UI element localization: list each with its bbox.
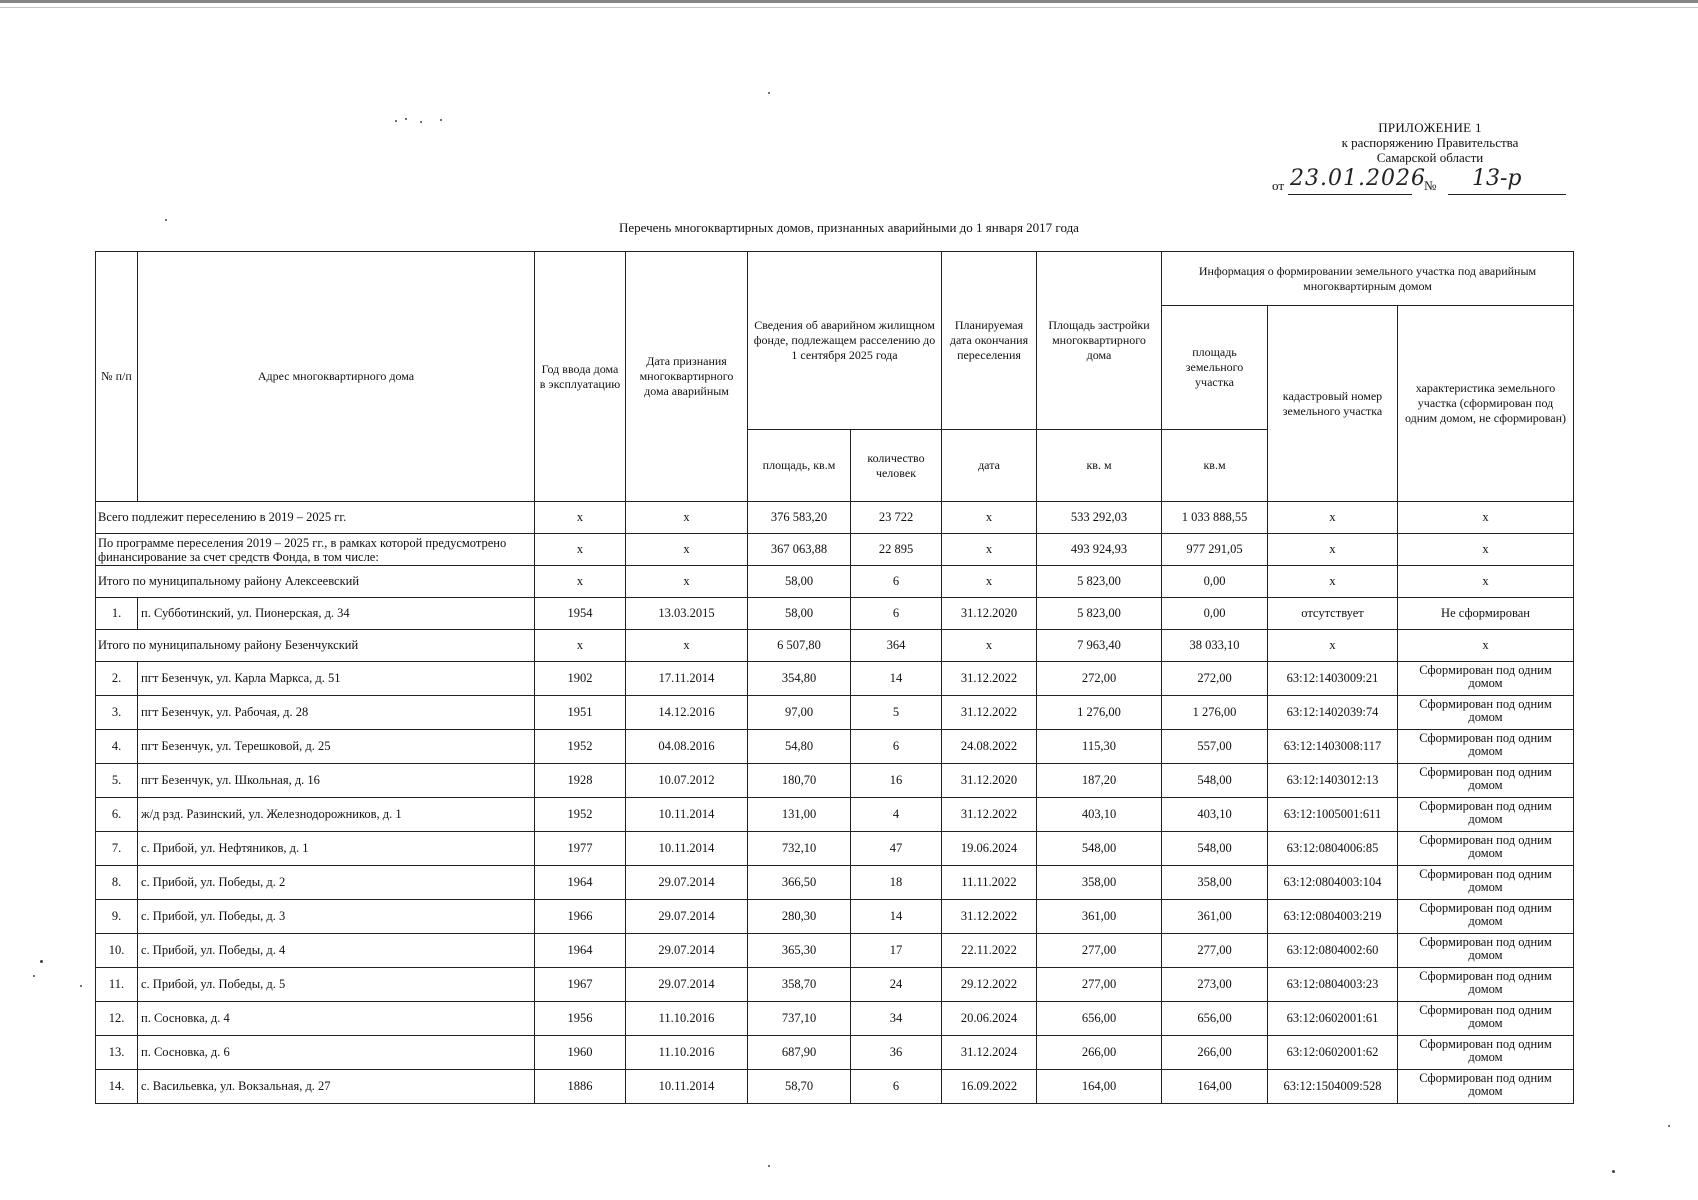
- cell-recognition-date: 10.11.2014: [626, 798, 748, 832]
- cell-planned-end: 31.12.2022: [942, 662, 1037, 696]
- cell-year: 1956: [535, 1002, 626, 1036]
- cell-land-char: Сформирован под одним домом: [1398, 968, 1574, 1002]
- cell-recognition-date: 29.07.2014: [626, 900, 748, 934]
- cell-num: 14.: [96, 1070, 138, 1104]
- summary-label: Итого по муниципальному району Алексеевский: [96, 566, 535, 598]
- cell-recognition-date: x: [626, 502, 748, 534]
- cell-year: 1902: [535, 662, 626, 696]
- cell-land-char: x: [1398, 566, 1574, 598]
- cell-year: 1964: [535, 934, 626, 968]
- cell-area: 280,30: [748, 900, 851, 934]
- cell-year: 1977: [535, 832, 626, 866]
- cell-year: 1960: [535, 1036, 626, 1070]
- cell-area: 58,00: [748, 598, 851, 630]
- cell-year: 1952: [535, 730, 626, 764]
- handwritten-date: 23.01.2026: [1290, 166, 1426, 191]
- cell-land-char: Сформирован под одним домом: [1398, 662, 1574, 696]
- header-kv-m: кв. м: [1037, 430, 1162, 502]
- cell-building-area: 187,20: [1037, 764, 1162, 798]
- cell-address: п. Субботинский, ул. Пионерская, д. 34: [138, 598, 535, 630]
- cell-cadastral: 63:12:1403008:117: [1268, 730, 1398, 764]
- cell-land-area: 1 033 888,55: [1162, 502, 1268, 534]
- header-date: дата: [942, 430, 1037, 502]
- appendix-date-number: [1272, 166, 1568, 198]
- table-row: [96, 900, 1574, 934]
- cell-people: 5: [851, 696, 942, 730]
- cell-year: x: [535, 566, 626, 598]
- header-land-info: Информация о формировании земельного участка под аварийным многоквартирным домом: [1162, 252, 1574, 306]
- cell-num: 4.: [96, 730, 138, 764]
- cell-building-area: 403,10: [1037, 798, 1162, 832]
- cell-num: 13.: [96, 1036, 138, 1070]
- scan-edge-top: [0, 0, 1698, 3]
- cell-planned-end: x: [942, 630, 1037, 662]
- cell-recognition-date: 29.07.2014: [626, 934, 748, 968]
- header-land-char: характеристика земельного участка (сформирован под одним домом, не сформирован): [1398, 306, 1574, 502]
- cell-people: 34: [851, 1002, 942, 1036]
- cell-recognition-date: 10.11.2014: [626, 1070, 748, 1104]
- cell-cadastral: 63:12:1005001:611: [1268, 798, 1398, 832]
- cell-address: с. Прибой, ул. Победы, д. 3: [138, 900, 535, 934]
- header-kv-m-land: кв.м: [1162, 430, 1268, 502]
- cell-land-char: Сформирован под одним домом: [1398, 934, 1574, 968]
- cell-address: с. Прибой, ул. Победы, д. 5: [138, 968, 535, 1002]
- table-row: [96, 764, 1574, 798]
- document-title: Перечень многоквартирных домов, признанных аварийными до 1 января 2017 года: [619, 220, 1079, 235]
- cell-num: 8.: [96, 866, 138, 900]
- cell-address: пгт Безенчук, ул. Карла Маркса, д. 51: [138, 662, 535, 696]
- date-underline: [1288, 194, 1412, 195]
- table-row: [96, 598, 1574, 630]
- cell-land-area: 358,00: [1162, 866, 1268, 900]
- cell-land-char: Сформирован под одним домом: [1398, 764, 1574, 798]
- summary-label: Всего подлежит переселению в 2019 – 2025 гг.: [96, 502, 535, 534]
- scan-speck: [1668, 1125, 1670, 1127]
- cell-planned-end: 19.06.2024: [942, 832, 1037, 866]
- cell-land-area: 164,00: [1162, 1070, 1268, 1104]
- cell-people: 6: [851, 598, 942, 630]
- cell-land-char: Сформирован под одним домом: [1398, 1036, 1574, 1070]
- cell-land-char: x: [1398, 630, 1574, 662]
- cell-building-area: 361,00: [1037, 900, 1162, 934]
- cell-cadastral: x: [1268, 630, 1398, 662]
- cell-cadastral: x: [1268, 534, 1398, 566]
- header-recognition-date: Дата признания многоквартирного дома аварийным: [626, 252, 748, 502]
- cell-area: 131,00: [748, 798, 851, 832]
- cell-num: 7.: [96, 832, 138, 866]
- cell-address: пгт Безенчук, ул. Рабочая, д. 28: [138, 696, 535, 730]
- cell-land-area: 38 033,10: [1162, 630, 1268, 662]
- cell-area: 367 063,88: [748, 534, 851, 566]
- cell-building-area: 533 292,03: [1037, 502, 1162, 534]
- header-planned-end: Планируемая дата окончания переселения: [942, 252, 1037, 430]
- summary-row: [96, 502, 1574, 534]
- scan-speck: [40, 960, 43, 963]
- cell-people: 36: [851, 1036, 942, 1070]
- cell-recognition-date: 10.11.2014: [626, 832, 748, 866]
- header-fund-info: Сведения об аварийном жилищном фонде, подлежащем расселению до 1 сентября 2025 года: [748, 252, 942, 430]
- cell-building-area: 5 823,00: [1037, 598, 1162, 630]
- cell-cadastral: отсутствует: [1268, 598, 1398, 630]
- cell-building-area: 272,00: [1037, 662, 1162, 696]
- appendix-line-2: к распоряжению Правительства: [1341, 135, 1519, 150]
- appendix-title: ПРИЛОЖЕНИЕ 1: [1378, 120, 1482, 135]
- cell-building-area: 7 963,40: [1037, 630, 1162, 662]
- cell-recognition-date: 14.12.2016: [626, 696, 748, 730]
- cell-year: 1886: [535, 1070, 626, 1104]
- cell-address: с. Прибой, ул. Победы, д. 2: [138, 866, 535, 900]
- cell-planned-end: 24.08.2022: [942, 730, 1037, 764]
- cell-area: 6 507,80: [748, 630, 851, 662]
- cell-cadastral: 63:12:0804003:23: [1268, 968, 1398, 1002]
- cell-planned-end: 11.11.2022: [942, 866, 1037, 900]
- number-label: №: [1424, 178, 1437, 193]
- header-building-area: Площадь застройки многоквартирного дома: [1037, 252, 1162, 430]
- cell-land-char: Сформирован под одним домом: [1398, 832, 1574, 866]
- scan-speck: [33, 975, 35, 977]
- table-row: [96, 832, 1574, 866]
- cell-building-area: 277,00: [1037, 968, 1162, 1002]
- cell-land-area: 548,00: [1162, 764, 1268, 798]
- header-num: № п/п: [96, 252, 138, 502]
- cell-planned-end: 22.11.2022: [942, 934, 1037, 968]
- cell-building-area: 164,00: [1037, 1070, 1162, 1104]
- cell-land-area: 266,00: [1162, 1036, 1268, 1070]
- cell-planned-end: 31.12.2022: [942, 900, 1037, 934]
- cell-land-char: Сформирован под одним домом: [1398, 730, 1574, 764]
- scan-speck: [768, 92, 770, 94]
- cell-land-area: 656,00: [1162, 1002, 1268, 1036]
- cell-num: 10.: [96, 934, 138, 968]
- table-row: [96, 1036, 1574, 1070]
- scan-edge-line: [0, 7, 1698, 8]
- cell-year: 1952: [535, 798, 626, 832]
- cell-building-area: 493 924,93: [1037, 534, 1162, 566]
- cell-area: 54,80: [748, 730, 851, 764]
- table-row: [96, 662, 1574, 696]
- cell-area: 358,70: [748, 968, 851, 1002]
- cell-area: 732,10: [748, 832, 851, 866]
- cell-area: 376 583,20: [748, 502, 851, 534]
- cell-area: 737,10: [748, 1002, 851, 1036]
- summary-row: [96, 630, 1574, 662]
- appendix-line-3: Самарской области: [1376, 150, 1484, 165]
- cell-recognition-date: x: [626, 630, 748, 662]
- cell-land-char: Сформирован под одним домом: [1398, 866, 1574, 900]
- cell-land-area: 557,00: [1162, 730, 1268, 764]
- emergency-housing-table: [95, 251, 1574, 1104]
- cell-building-area: 277,00: [1037, 934, 1162, 968]
- cell-land-char: Не сформирован: [1398, 598, 1574, 630]
- cell-land-char: Сформирован под одним домом: [1398, 1070, 1574, 1104]
- cell-land-char: Сформирован под одним домом: [1398, 798, 1574, 832]
- cell-planned-end: x: [942, 566, 1037, 598]
- cell-people: 4: [851, 798, 942, 832]
- cell-planned-end: 29.12.2022: [942, 968, 1037, 1002]
- cell-recognition-date: 11.10.2016: [626, 1036, 748, 1070]
- handwritten-number: 13-р: [1472, 166, 1522, 191]
- cell-recognition-date: 29.07.2014: [626, 866, 748, 900]
- number-underline: [1448, 194, 1566, 195]
- header-year: Год ввода дома в эксплуатацию: [535, 252, 626, 502]
- cell-address: с. Прибой, ул. Победы, д. 4: [138, 934, 535, 968]
- scan-speck: [1612, 1170, 1615, 1173]
- cell-land-area: 548,00: [1162, 832, 1268, 866]
- cell-planned-end: 20.06.2024: [942, 1002, 1037, 1036]
- table-row: [96, 730, 1574, 764]
- cell-area: 687,90: [748, 1036, 851, 1070]
- cell-area: 180,70: [748, 764, 851, 798]
- cell-people: 47: [851, 832, 942, 866]
- scan-speck: [440, 119, 442, 121]
- cell-people: 17: [851, 934, 942, 968]
- cell-year: 1964: [535, 866, 626, 900]
- cell-planned-end: 31.12.2020: [942, 764, 1037, 798]
- cell-planned-end: 16.09.2022: [942, 1070, 1037, 1104]
- cell-land-char: Сформирован под одним домом: [1398, 696, 1574, 730]
- cell-year: x: [535, 502, 626, 534]
- summary-label: По программе переселения 2019 – 2025 гг., в рамках которой предусмотрено финансирование за счет средств Фонда, в том числе:: [96, 534, 535, 566]
- cell-recognition-date: 11.10.2016: [626, 1002, 748, 1036]
- cell-address: п. Сосновка, д. 6: [138, 1036, 535, 1070]
- header-address: Адрес многоквартирного дома: [138, 252, 535, 502]
- cell-people: 18: [851, 866, 942, 900]
- cell-cadastral: 63:12:1504009:528: [1268, 1070, 1398, 1104]
- cell-people: 22 895: [851, 534, 942, 566]
- cell-land-char: x: [1398, 502, 1574, 534]
- cell-building-area: 1 276,00: [1037, 696, 1162, 730]
- cell-people: 14: [851, 662, 942, 696]
- cell-num: 12.: [96, 1002, 138, 1036]
- cell-num: 5.: [96, 764, 138, 798]
- cell-land-char: Сформирован под одним домом: [1398, 1002, 1574, 1036]
- cell-land-area: 977 291,05: [1162, 534, 1268, 566]
- cell-people: 14: [851, 900, 942, 934]
- cell-planned-end: 31.12.2022: [942, 696, 1037, 730]
- cell-address: п. Сосновка, д. 4: [138, 1002, 535, 1036]
- cell-recognition-date: 29.07.2014: [626, 968, 748, 1002]
- scan-speck: [420, 121, 422, 123]
- cell-people: 364: [851, 630, 942, 662]
- cell-planned-end: x: [942, 534, 1037, 566]
- cell-land-area: 403,10: [1162, 798, 1268, 832]
- cell-num: 6.: [96, 798, 138, 832]
- cell-address: пгт Безенчук, ул. Школьная, д. 16: [138, 764, 535, 798]
- cell-land-area: 1 276,00: [1162, 696, 1268, 730]
- cell-recognition-date: 17.11.2014: [626, 662, 748, 696]
- cell-cadastral: 63:12:1403012:13: [1268, 764, 1398, 798]
- cell-land-area: 272,00: [1162, 662, 1268, 696]
- date-prefix: от: [1272, 178, 1285, 193]
- cell-cadastral: 63:12:0602001:61: [1268, 1002, 1398, 1036]
- cell-planned-end: x: [942, 502, 1037, 534]
- table-row: [96, 968, 1574, 1002]
- cell-year: 1951: [535, 696, 626, 730]
- cell-cadastral: 63:12:0804002:60: [1268, 934, 1398, 968]
- cell-recognition-date: x: [626, 566, 748, 598]
- scan-speck: [768, 1165, 770, 1167]
- header-cadastral: кадастровый номер земельного участка: [1268, 306, 1398, 502]
- cell-recognition-date: 10.07.2012: [626, 764, 748, 798]
- cell-land-char: Сформирован под одним домом: [1398, 900, 1574, 934]
- cell-area: 366,50: [748, 866, 851, 900]
- cell-cadastral: 63:12:0804003:219: [1268, 900, 1398, 934]
- summary-row: [96, 534, 1574, 566]
- cell-area: 58,00: [748, 566, 851, 598]
- table-row: [96, 866, 1574, 900]
- header-people: количество человек: [851, 430, 942, 502]
- cell-cadastral: x: [1268, 502, 1398, 534]
- cell-year: 1928: [535, 764, 626, 798]
- table-row: [96, 1070, 1574, 1104]
- cell-land-area: 277,00: [1162, 934, 1268, 968]
- cell-address: с. Прибой, ул. Нефтяников, д. 1: [138, 832, 535, 866]
- table-row: [96, 934, 1574, 968]
- cell-cadastral: x: [1268, 566, 1398, 598]
- cell-cadastral: 63:12:0804003:104: [1268, 866, 1398, 900]
- cell-planned-end: 31.12.2024: [942, 1036, 1037, 1070]
- cell-year: 1954: [535, 598, 626, 630]
- cell-address: с. Васильевка, ул. Вокзальная, д. 27: [138, 1070, 535, 1104]
- cell-area: 365,30: [748, 934, 851, 968]
- cell-cadastral: 63:12:1403009:21: [1268, 662, 1398, 696]
- cell-building-area: 115,30: [1037, 730, 1162, 764]
- cell-building-area: 5 823,00: [1037, 566, 1162, 598]
- cell-address: ж/д рзд. Разинский, ул. Железнодорожников, д. 1: [138, 798, 535, 832]
- cell-people: 24: [851, 968, 942, 1002]
- cell-building-area: 266,00: [1037, 1036, 1162, 1070]
- cell-people: 6: [851, 730, 942, 764]
- cell-recognition-date: 04.08.2016: [626, 730, 748, 764]
- cell-num: 9.: [96, 900, 138, 934]
- summary-row: [96, 566, 1574, 598]
- cell-address: пгт Безенчук, ул. Терешковой, д. 25: [138, 730, 535, 764]
- cell-area: 97,00: [748, 696, 851, 730]
- cell-area: 58,70: [748, 1070, 851, 1104]
- cell-land-area: 0,00: [1162, 598, 1268, 630]
- cell-people: 16: [851, 764, 942, 798]
- table-row: [96, 798, 1574, 832]
- cell-building-area: 358,00: [1037, 866, 1162, 900]
- cell-cadastral: 63:12:0804006:85: [1268, 832, 1398, 866]
- cell-land-char: x: [1398, 534, 1574, 566]
- header-area-sqm: площадь, кв.м: [748, 430, 851, 502]
- cell-year: 1967: [535, 968, 626, 1002]
- cell-num: 11.: [96, 968, 138, 1002]
- cell-people: 6: [851, 1070, 942, 1104]
- cell-land-area: 0,00: [1162, 566, 1268, 598]
- cell-num: 2.: [96, 662, 138, 696]
- cell-planned-end: 31.12.2020: [942, 598, 1037, 630]
- cell-year: 1966: [535, 900, 626, 934]
- cell-recognition-date: 13.03.2015: [626, 598, 748, 630]
- table-row: [96, 1002, 1574, 1036]
- cell-num: 1.: [96, 598, 138, 630]
- cell-num: 3.: [96, 696, 138, 730]
- cell-recognition-date: x: [626, 534, 748, 566]
- cell-planned-end: 31.12.2022: [942, 798, 1037, 832]
- cell-building-area: 656,00: [1037, 1002, 1162, 1036]
- cell-land-area: 273,00: [1162, 968, 1268, 1002]
- scan-speck: [405, 118, 407, 120]
- cell-cadastral: 63:12:1402039:74: [1268, 696, 1398, 730]
- scan-speck: [80, 985, 82, 987]
- cell-cadastral: 63:12:0602001:62: [1268, 1036, 1398, 1070]
- table-row: [96, 696, 1574, 730]
- cell-area: 354,80: [748, 662, 851, 696]
- cell-year: x: [535, 534, 626, 566]
- header-land-area: площадь земельного участка: [1162, 306, 1268, 430]
- cell-people: 23 722: [851, 502, 942, 534]
- cell-people: 6: [851, 566, 942, 598]
- scan-speck: [395, 120, 397, 122]
- appendix-block: [1300, 120, 1560, 165]
- cell-building-area: 548,00: [1037, 832, 1162, 866]
- summary-label: Итого по муниципальному району Безенчукский: [96, 630, 535, 662]
- cell-land-area: 361,00: [1162, 900, 1268, 934]
- cell-year: x: [535, 630, 626, 662]
